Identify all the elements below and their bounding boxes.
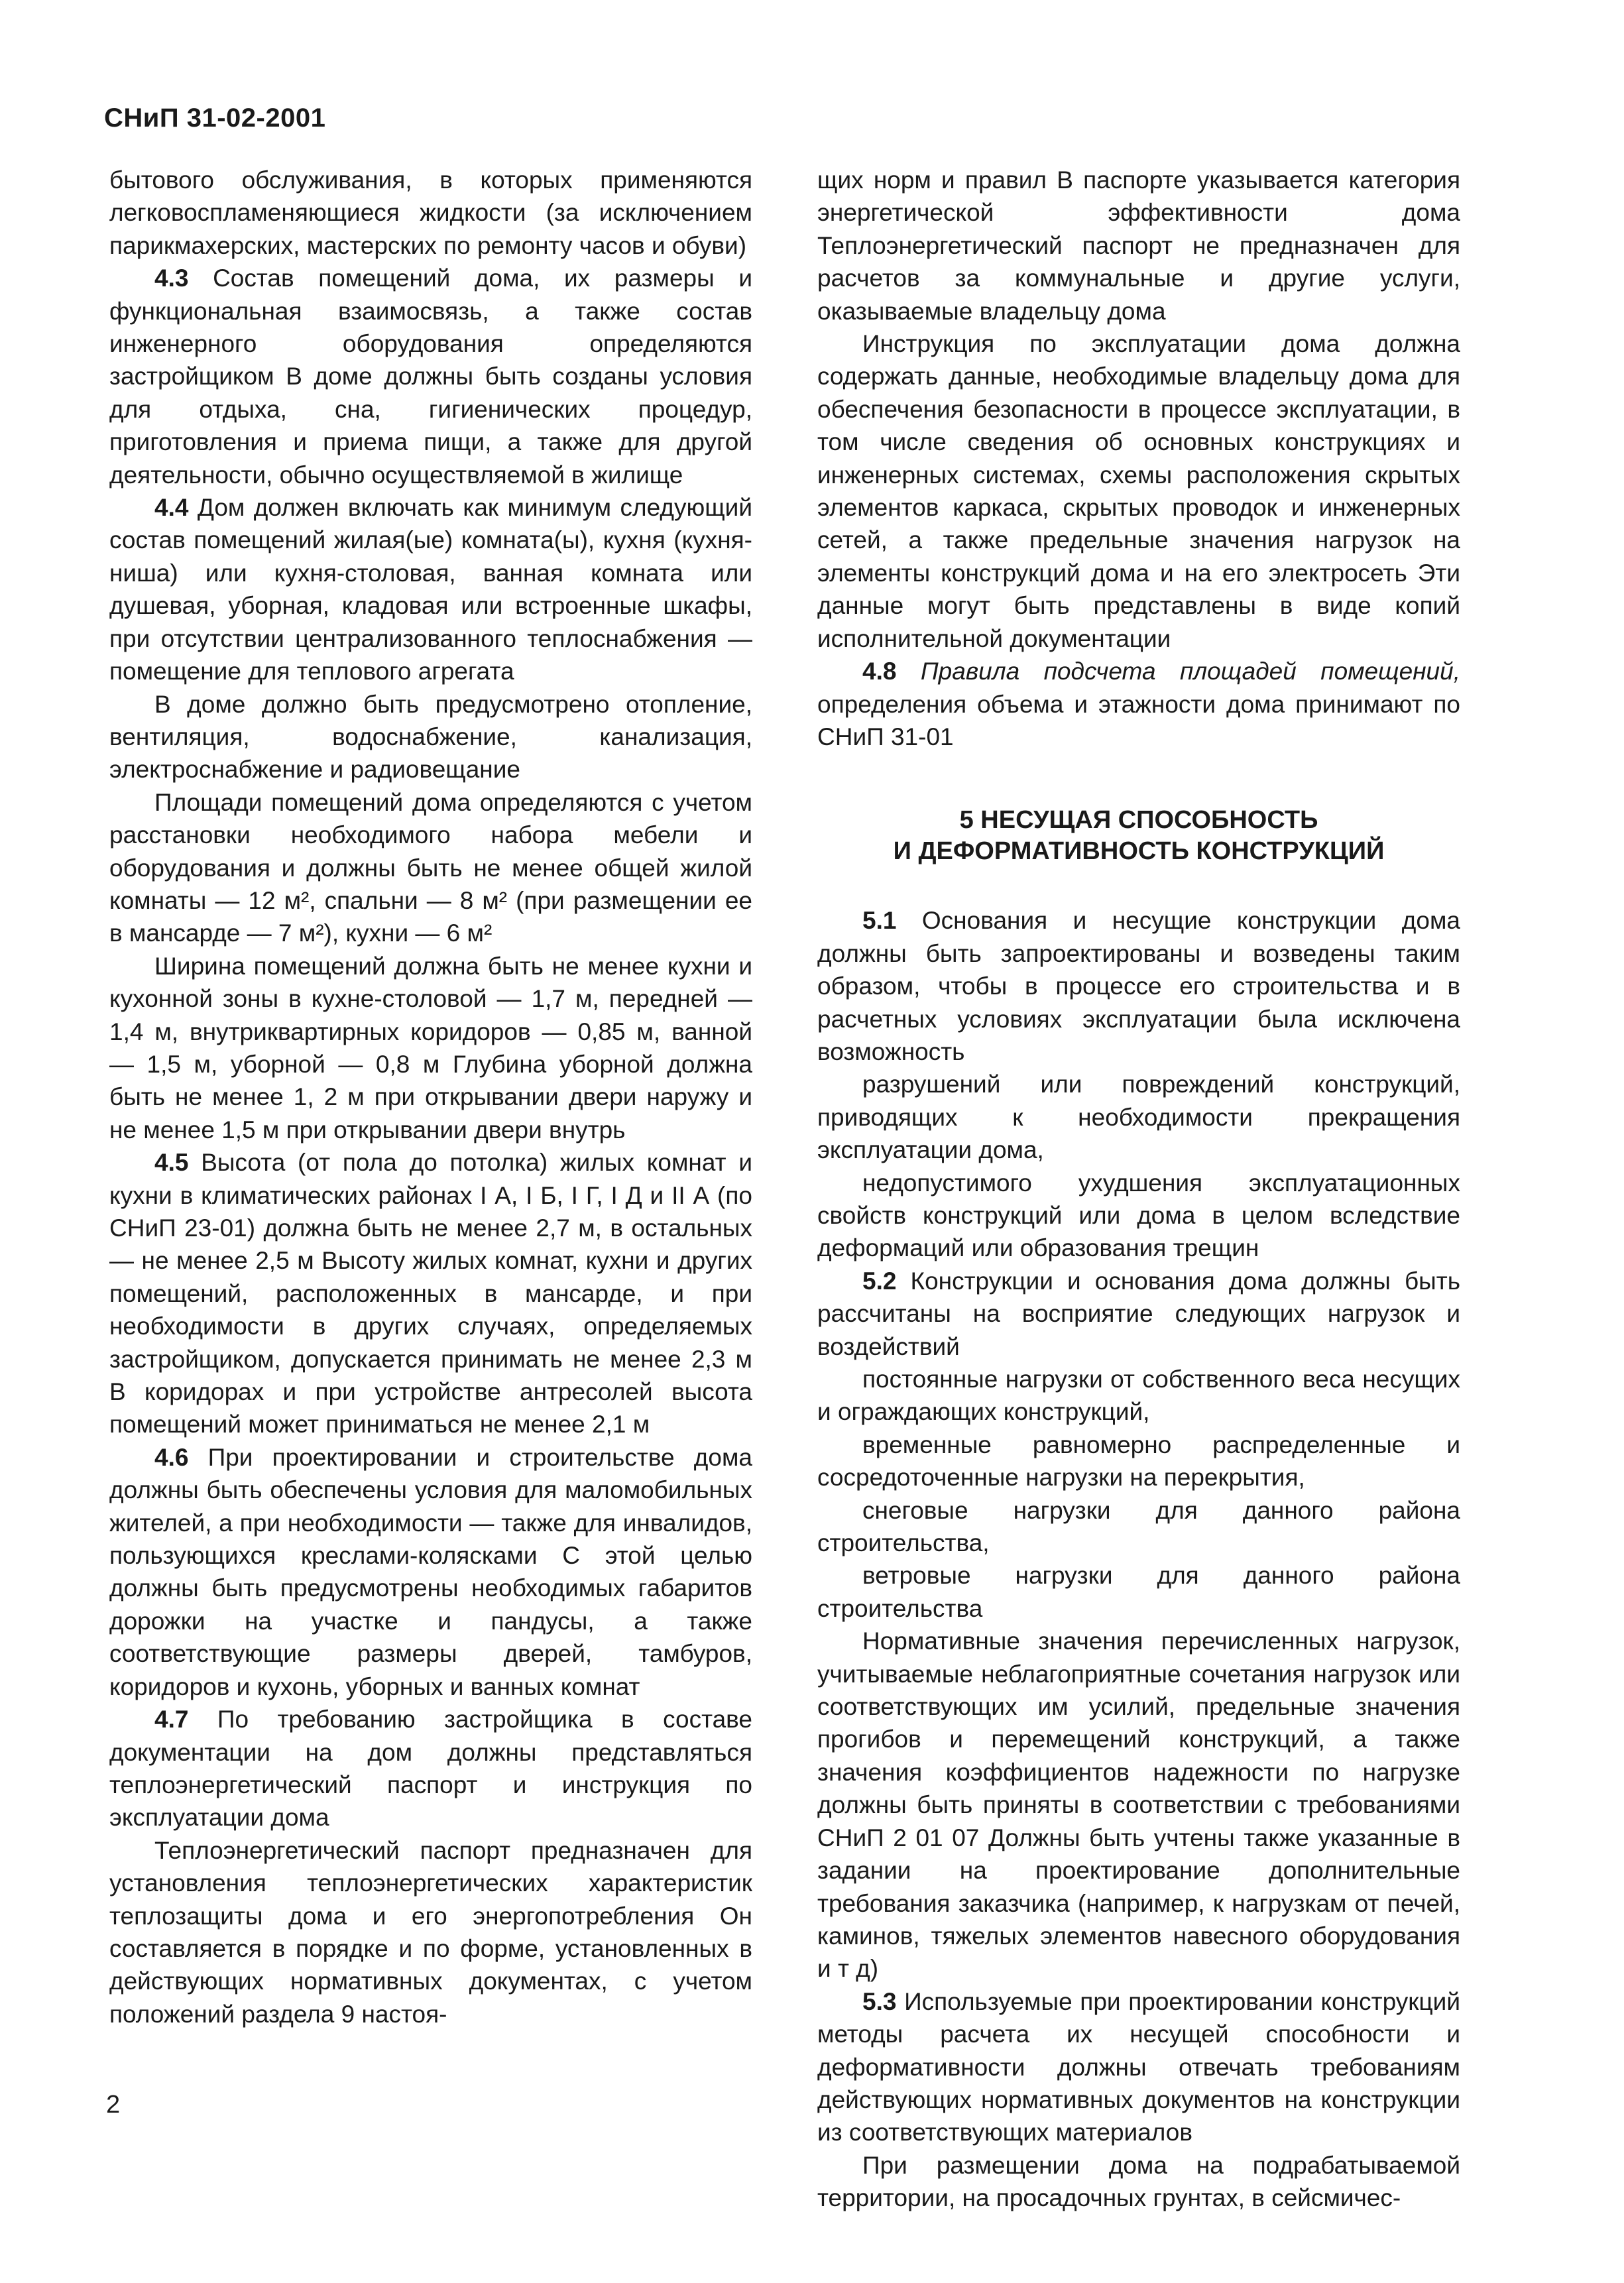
section-heading-line: 5 НЕСУЩАЯ СПОСОБНОСТЬ [959, 806, 1318, 835]
paragraph [817, 2149, 1460, 2215]
paragraph [817, 1429, 1460, 1494]
paragraph-text: снеговые нагрузки для данного района строительства, [817, 1496, 1460, 1557]
continued-paragraph [109, 164, 752, 262]
paragraph [817, 1494, 1460, 1560]
clause-number: 4.8 [862, 658, 897, 685]
italic-text: Правила подсчета площадей помещений, [920, 658, 1460, 685]
document-code-header: СНиП 31-02-2001 [104, 103, 326, 133]
paragraph [109, 786, 752, 950]
clause-number: 5.3 [862, 1987, 897, 2015]
paragraph-text: щих норм и правил В паспорте указывается категория энергетической эффективности дома Теплоэнергетический паспорт не предназначен для расчетов за коммунальные и другие услуги, оказываемые владельцу дома [817, 166, 1460, 325]
clause-paragraph [109, 1703, 752, 1834]
paragraph [817, 1167, 1460, 1265]
clause-paragraph [817, 655, 1460, 753]
paragraph-text: Инструкция по эксплуатации дома должна содержать данные, необходимые владельцу дома для обеспечения безопасности в процессе эксплуатации, в том числе сведения об основных конструкциях и инженерных системах, схемы расположения скрытых элементов каркаса, скрытых проводок и инженерных сетей, а также предельные значения нагрузок на элементы конструкций дома и на его электросеть Эти данные могут быть представлены в виде копий исполнительной документации [817, 330, 1460, 652]
paragraph-text: определения объема и этажности дома принимают по СНиП 31-01 [817, 690, 1460, 750]
clause-number: 4.7 [154, 1706, 189, 1733]
paragraph-text: Основания и несущие конструкции дома должны быть запроектированы и возведены таким образом, чтобы в процессе его строительства и в расчетных условиях эксплуатации была исключена возможность [817, 907, 1460, 1065]
paragraph-text: временные равномерно распределенные и сосредоточенные нагрузки на перекрытия, [817, 1431, 1460, 1492]
clause-number: 5.1 [862, 907, 897, 935]
continued-paragraph [817, 164, 1460, 327]
paragraph-text: разрушений или повреждений конструкций, приводящих к необходимости прекращения эксплуатации дома, [817, 1071, 1460, 1164]
paragraph-text: бытового обслуживания, в которых применяются легковоспламеняющиеся жидкости (за исключением парикмахерских, мастерских по ремонту часов и обуви) [109, 166, 752, 259]
section-heading-line: И ДЕФОРМАТИВНОСТЬ КОНСТРУКЦИЙ [893, 837, 1385, 866]
paragraph-text: При проектировании и строительстве дома должны быть обеспечены условия для маломобильных жителей, а при необходимости — также для инвалидов, пользующихся креслами-колясками С этой целью должны быть предусмотрены необходимых габаритов дорожки на участке и пандусы, а также соответствующие размеры дверей, тамбуров, коридоров и кухонь, уборных и ванных комнат [109, 1443, 752, 1700]
clause-paragraph [817, 1985, 1460, 2149]
paragraph [817, 1559, 1460, 1625]
paragraph-text: Площади помещений дома определяются с учетом расстановки необходимого набора мебели и оборудования и должны быть не менее общей жилой комнаты — 12 м², спальни — 8 м² (при размещении ее в мансарде — 7 м²), кухни — 6 м² [109, 788, 752, 947]
paragraph [109, 950, 752, 1146]
paragraph [817, 1068, 1460, 1166]
paragraph [109, 1834, 752, 2030]
paragraph-text: Теплоэнергетический паспорт предназначен для установления теплоэнергетических характеристик теплозащиты дома и его энергопотребления Он составляется в порядке и по форме, установленных в действующих нормативных документах, с учетом положений раздела 9 настоя- [109, 1836, 752, 2028]
left-text-column [109, 164, 752, 2030]
clause-number: 4.5 [154, 1149, 189, 1177]
paragraph-text: недопустимого ухудшения эксплуатационных свойств конструкций или дома в целом вследствие деформаций или образования трещин [817, 1169, 1460, 1262]
clause-number: 4.3 [154, 264, 189, 292]
paragraph-text: Конструкции и основания дома должны быть рассчитаны на восприятие следующих нагрузок и воздействий [817, 1267, 1460, 1360]
paragraph-text: постоянные нагрузки от собственного веса несущих и ограждающих конструкций, [817, 1366, 1460, 1426]
clause-paragraph [109, 262, 752, 491]
paragraph-text: При размещении дома на подрабатываемой территории, на просадочных грунтах, в сейсмичес- [817, 2151, 1460, 2212]
clause-paragraph [817, 904, 1460, 1068]
clause-number: 4.6 [154, 1443, 189, 1471]
paragraph [817, 327, 1460, 655]
clause-paragraph [109, 1146, 752, 1441]
clause-number: 5.2 [862, 1267, 897, 1295]
clause-number: 4.4 [154, 494, 189, 522]
paragraph [109, 688, 752, 786]
paragraph-text: В доме должно быть предусмотрено отопление, вентиляция, водоснабжение, канализация, электроснабжение и радиовещание [109, 690, 752, 784]
paragraph-text: По требованию застройщика в составе документации на дом должны представляться теплоэнергетический паспорт и инструкция по эксплуатации дома [109, 1706, 752, 1832]
paragraph-text: Нормативные значения перечисленных нагрузок, учитываемые неблагоприятные сочетания нагрузок или соответствующих им усилий, предельные значения прогибов и перемещений конструкций, а также значения коэффициентов надежности по нагрузке должны быть приняты в соответствии с требованиями СНиП 2 01 07 Должны быть учтены также указанные в задании на проектирование дополнительные требования заказчика (например, к нагрузкам от печей, каминов, тяжелых элементов навесного оборудования и т д) [817, 1627, 1460, 1983]
paragraph-text: Дом должен включать как минимум следующий состав помещений жилая(ые) комната(ы), кухня (кухня-ниша) или кухня-столовая, ванная комната или душевая, уборная, кладовая или встроенные шкафы, при отсутствии централизованного теплоснабжения — помещение для теплового агрегата [109, 494, 752, 685]
clause-paragraph [109, 491, 752, 687]
paragraph-text: Состав помещений дома, их размеры и функциональная взаимосвязь, а также состав инженерного оборудования определяются застройщиком В доме должны быть созданы условия для отдыха, сна, гигиенических процедур, приготовления и приема пищи, а также для другой деятельности, обычно осуществляемой в жилище [109, 264, 753, 489]
paragraph [817, 1363, 1460, 1429]
clause-paragraph [817, 1265, 1460, 1363]
paragraph-text: Ширина помещений должна быть не менее кухни и кухонной зоны в кухне-столовой — 1,7 м, передней — 1,4 м, внутриквартирных коридоров — 0,85 м, ванной — 1,5 м, уборной — 0,8 м Глубина уборной должна быть не менее 1, 2 м при открывании двери наружу и не менее 1,5 м при открывании двери внутрь [109, 952, 752, 1143]
paragraph-text: ветровые нагрузки для данного района строительства [817, 1562, 1460, 1622]
section-heading [817, 805, 1460, 867]
right-text-column [817, 164, 1460, 2215]
page-number: 2 [106, 2091, 121, 2119]
paragraph-text: Высота (от пола до потолка) жилых комнат и кухни в климатических районах I А, I Б, I Г, I Д и II А (по СНиП 23-01) должна быть не менее 2,7 м, в остальных — не менее 2,5 м Высоту жилых комнат, кухни и других помещений, расположенных в мансарде, и при необходимости в других случаях, определяемых застройщиком, допускается принимать не менее 2,3 м В коридорах и при устройстве антресолей высота помещений может приниматься не менее 2,1 м [109, 1149, 752, 1438]
paragraph-text: Используемые при проектировании конструкций методы расчета их несущей способности и деформативности должны отвечать требованиям действующих нормативных документов на конструкции из соответствующих материалов [817, 1987, 1460, 2146]
clause-paragraph [109, 1441, 752, 1703]
paragraph [817, 1625, 1460, 1985]
